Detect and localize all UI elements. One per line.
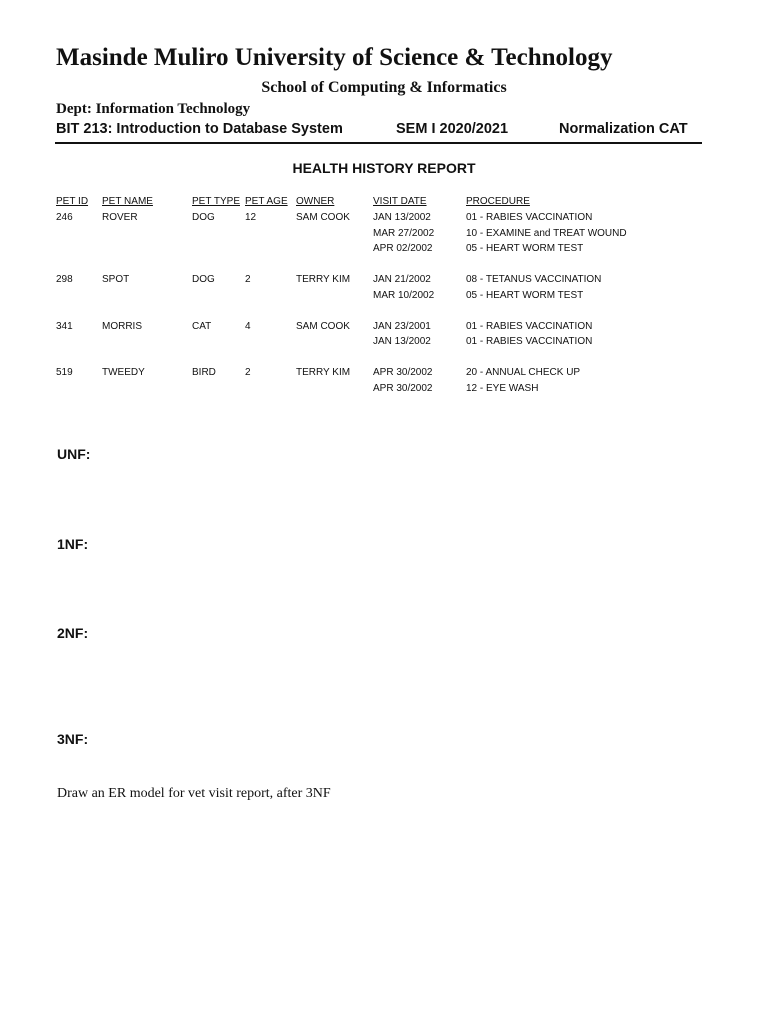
- cell-pet-name: ROVER: [102, 212, 138, 223]
- cell-procedure: 08 - TETANUS VACCINATION: [466, 274, 602, 285]
- cell-pet-name: TWEEDY: [102, 367, 145, 378]
- cell-visit-date: MAR 27/2002: [373, 227, 435, 239]
- cell-visit-date: APR 30/2002: [373, 367, 433, 378]
- column-header-pet-age: PET AGE: [245, 196, 288, 207]
- cell-pet-id: 341: [56, 320, 73, 332]
- cell-pet-age: 4: [245, 320, 251, 332]
- course-row: [56, 121, 696, 141]
- cell-owner: TERRY KIM: [296, 367, 351, 378]
- report-title: HEALTH HISTORY REPORT: [292, 160, 476, 176]
- cell-owner: SAM COOK: [296, 212, 350, 223]
- column-header-procedure: PROCEDURE: [466, 196, 530, 207]
- semester: SEM I 2020/2021: [396, 121, 509, 137]
- university-title: Masinde Muliro University of Science & Technology: [56, 44, 613, 71]
- column-header-pet-type: PET TYPE: [192, 196, 240, 207]
- school-name: School of Computing & Informatics: [261, 79, 507, 96]
- course-title: BIT 213: Introduction to Database System: [56, 121, 343, 137]
- cell-procedure: 01 - RABIES VACCINATION: [466, 320, 593, 332]
- cell-visit-date: JAN 21/2002: [373, 274, 431, 285]
- cell-procedure: 05 - HEART WORM TEST: [466, 289, 584, 301]
- cell-procedure: 20 - ANNUAL CHECK UP: [466, 367, 581, 378]
- cell-procedure: 10 - EXAMINE and TREAT WOUND: [466, 227, 627, 239]
- unf-label: UNF:: [57, 446, 91, 462]
- cell-visit-date: APR 02/2002: [373, 243, 433, 254]
- cell-visit-date: APR 30/2002: [373, 382, 433, 394]
- er-instruction: Draw an ER model for vet visit report, after 3NF: [57, 786, 331, 801]
- cell-pet-type: CAT: [192, 320, 212, 332]
- cell-visit-date: JAN 13/2002: [373, 212, 431, 223]
- cell-pet-type: DOG: [192, 274, 215, 285]
- cell-pet-name: SPOT: [102, 274, 130, 285]
- department: Dept: Information Technology: [56, 101, 251, 117]
- cell-pet-name: MORRIS: [102, 320, 142, 332]
- exam-name: Normalization CAT: [559, 121, 688, 137]
- cell-procedure: 05 - HEART WORM TEST: [466, 243, 584, 254]
- cell-procedure: 12 - EYE WASH: [466, 382, 539, 394]
- column-header-visit-date: VISIT DATE: [373, 196, 427, 207]
- cell-pet-age: 2: [245, 274, 251, 285]
- header-divider: [55, 142, 702, 144]
- cell-pet-age: 2: [245, 367, 251, 378]
- cell-procedure: 01 - RABIES VACCINATION: [466, 212, 593, 223]
- cell-procedure: 01 - RABIES VACCINATION: [466, 336, 593, 347]
- cell-pet-id: 298: [56, 274, 73, 285]
- cell-owner: SAM COOK: [296, 320, 350, 332]
- cell-pet-id: 246: [56, 212, 73, 223]
- cell-visit-date: JAN 13/2002: [373, 336, 431, 347]
- column-header-pet-name: PET NAME: [102, 196, 153, 207]
- cell-visit-date: MAR 10/2002: [373, 289, 435, 301]
- column-header-pet-id: PET ID: [56, 196, 89, 207]
- cell-pet-type: BIRD: [192, 367, 216, 378]
- cell-pet-id: 519: [56, 367, 73, 378]
- 1nf-label: 1NF:: [57, 536, 89, 552]
- cell-pet-age: 12: [245, 212, 257, 223]
- cell-visit-date: JAN 23/2001: [373, 320, 431, 332]
- column-header-owner: OWNER: [296, 196, 335, 207]
- 2nf-label: 2NF:: [57, 625, 89, 641]
- cell-owner: TERRY KIM: [296, 274, 351, 285]
- 3nf-label: 3NF:: [57, 731, 89, 747]
- cell-pet-type: DOG: [192, 212, 215, 223]
